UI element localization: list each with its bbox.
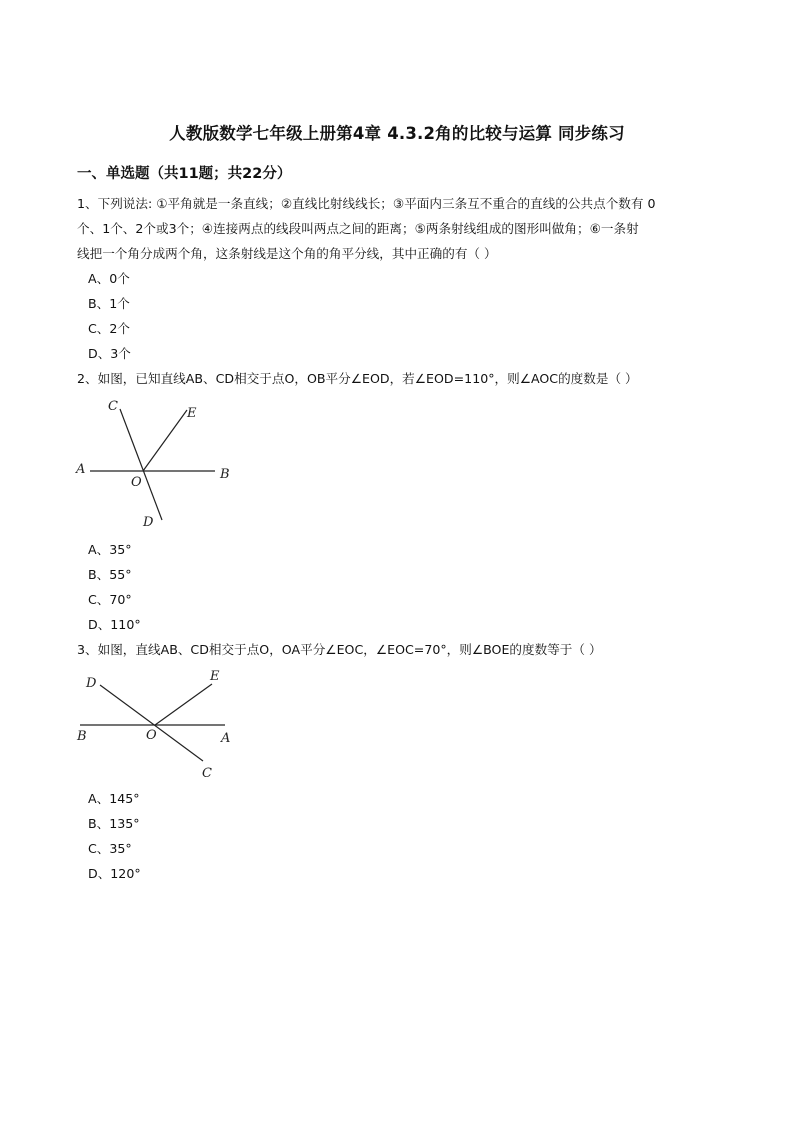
- label-o: O: [146, 728, 157, 743]
- question-3-option-c: C、35°: [88, 841, 132, 856]
- label-a: A: [76, 462, 86, 477]
- question-2-figure: [70, 392, 240, 532]
- question-3-option-a: A、145°: [88, 791, 140, 806]
- label-d: D: [86, 676, 97, 691]
- question-3-option-b: B、135°: [88, 816, 140, 831]
- question-1-line-2: 个、1个、2个或3个；④连接两点的线段叫两点之间的距离；⑤两条射线组成的图形叫做角；⑥一条射: [77, 221, 639, 236]
- question-1-option-a: A、0个: [88, 271, 130, 286]
- question-1-line-1: 1、下列说法: ①平角就是一条直线；②直线比射线线长；③平面内三条互不重合的直线的公共点个数有 0: [77, 196, 656, 211]
- label-e: E: [187, 406, 197, 421]
- page-title: 人教版数学七年级上册第4章 4.3.2角的比较与运算 同步练习: [169, 124, 625, 143]
- label-a: A: [221, 731, 231, 746]
- question-3-option-d: D、120°: [88, 866, 141, 881]
- question-2-stem: 2、如图，已知直线AB、CD相交于点O，OB平分∠EOD，若∠EOD=110°，则∠AOC的度数是（ ）: [77, 371, 638, 386]
- section-heading: 一、单选题（共11题；共22分）: [77, 166, 292, 182]
- question-2-option-d: D、110°: [88, 617, 141, 632]
- question-3-figure: [70, 665, 240, 785]
- line-cd: [100, 685, 203, 761]
- question-1-option-d: D、3个: [88, 346, 131, 361]
- label-c: C: [108, 399, 118, 414]
- question-3-stem: 3、如图，直线AB、CD相交于点O，OA平分∠EOC，∠EOC=70°，则∠BOE的度数等于（ ）: [77, 642, 602, 657]
- label-o: O: [131, 475, 142, 490]
- question-2-option-a: A、35°: [88, 542, 132, 557]
- ray-oe: [155, 684, 212, 725]
- label-d: D: [143, 515, 154, 530]
- question-1-option-c: C、2个: [88, 321, 130, 336]
- question-2-option-b: B、55°: [88, 567, 132, 582]
- label-b: B: [77, 729, 87, 744]
- ray-oe: [143, 410, 187, 471]
- question-2-option-c: C、70°: [88, 592, 132, 607]
- label-c: C: [202, 766, 212, 781]
- line-cd: [120, 409, 162, 520]
- question-1-line-3: 线把一个角分成两个角，这条射线是这个角的角平分线，其中正确的有（ ）: [77, 246, 497, 261]
- label-e: E: [210, 669, 220, 684]
- question-1-option-b: B、1个: [88, 296, 130, 311]
- label-b: B: [220, 467, 230, 482]
